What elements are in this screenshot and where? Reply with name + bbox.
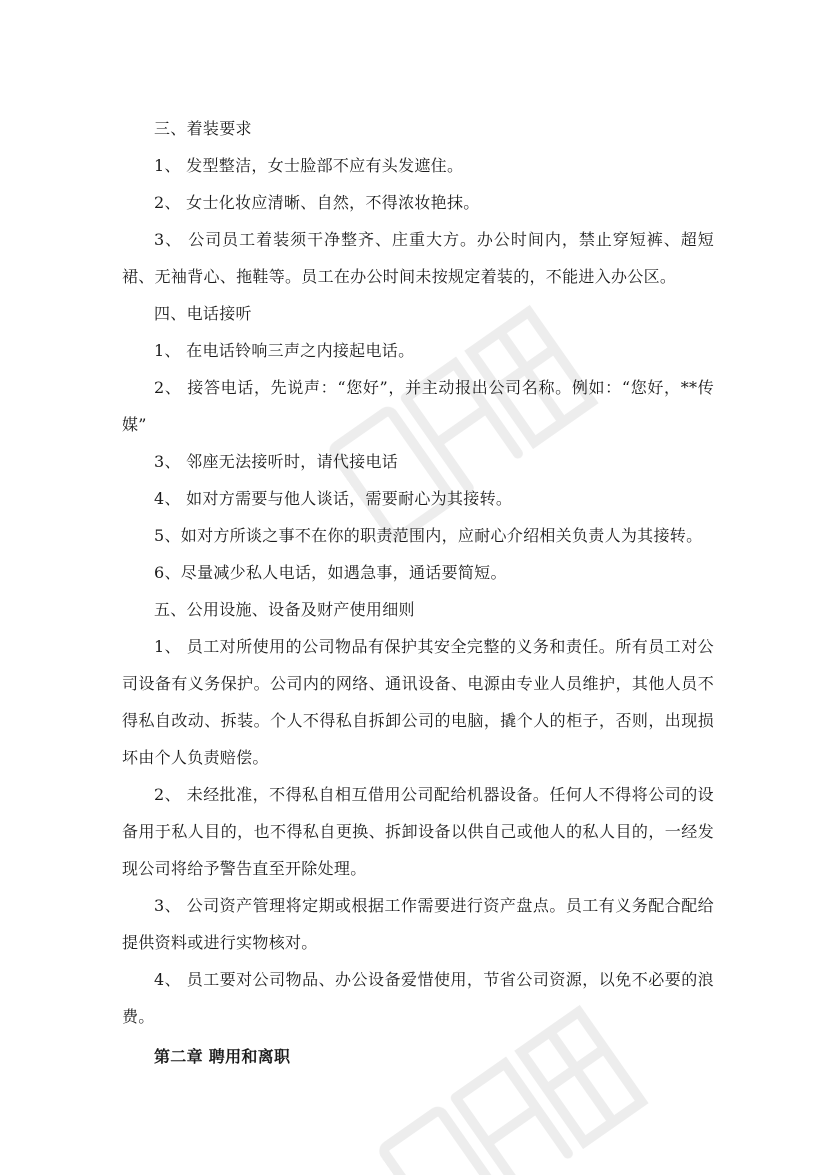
paragraph-item: 1、 员工对所使用的公司物品有保护其安全完整的义务和责任。所有员工对公司设备有义务保护。公司内的网络、通讯设备、电源由专业人员维护，其他人员不得私自改动、拆装。个人不得私自拆卸公司的电脑，撬个人的柜子，否则，出现损坏由个人负责赔偿。 (122, 637, 714, 767)
paragraph-item: 3、 公司员工着装须干净整齐、庄重大方。办公时间内，禁止穿短裤、超短裙、无袖背心、拖鞋等。员工在办公时间未按规定着装的，不能进入办公区。 (122, 230, 714, 286)
paragraph-item: 2、 未经批准，不得私自相互借用公司配给机器设备。任何人不得将公司的设备用于私人目的，也不得私自更换、拆卸设备以供自己或他人的私人目的，一经发现公司将给予警告直至开除处理。 (122, 785, 714, 878)
paragraph-item: 2、 女士化妆应清晰、自然，不得浓妆艳抹。 (154, 193, 480, 212)
paragraph-item: 3、 邻座无法接听时，请代接电话 (154, 452, 399, 471)
paragraph-item: 6、尽量减少私人电话，如遇急事，通话要简短。 (154, 563, 507, 582)
chapter-heading: 第二章 聘用和离职 (154, 1047, 291, 1066)
paragraph-item: 4、 如对方需要与他人谈话，需要耐心为其接转。 (154, 489, 513, 508)
paragraph-item: 5、如对方所谈之事不在你的职责范围内，应耐心介绍相关负责人为其接转。 (154, 526, 703, 545)
section-heading-phone: 四、电话接听 (154, 304, 252, 323)
paragraph-item: 2、 接答电话，先说声：“您好”，并主动报出公司名称。例如：“您好，**传媒” (122, 378, 714, 434)
section-heading-dress-code: 三、着装要求 (154, 119, 252, 138)
paragraph-item: 1、 发型整洁，女士脸部不应有头发遮住。 (154, 156, 464, 175)
section-heading-facilities: 五、公用设施、设备及财产使用细则 (154, 600, 415, 619)
paragraph-item: 4、 员工要对公司物品、办公设备爱惜使用，节省公司资源，以免不必要的浪费。 (122, 970, 714, 1026)
document-body (122, 110, 714, 1075)
paragraph-item: 3、 公司资产管理将定期或根据工作需要进行资产盘点。员工有义务配合配给提供资料或进行实物核对。 (122, 896, 714, 952)
paragraph-item: 1、 在电话铃响三声之内接起电话。 (154, 341, 415, 360)
